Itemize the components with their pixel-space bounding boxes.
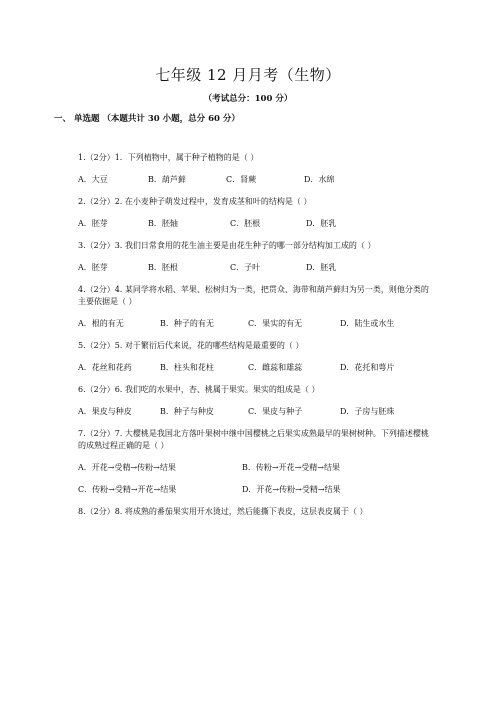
- option-d: D．花托和萼片: [340, 363, 395, 372]
- option-a: A．花丝和花药: [78, 363, 132, 372]
- section-heading: 一、 单选题 （本题共计 30 小题，总分 60 分）: [54, 114, 240, 124]
- option-a: A．胚芽: [78, 219, 108, 228]
- option-c: C．传粉→受精→开花→结果: [78, 485, 177, 494]
- question-stem: 5.（2分）5. 对于繁衍后代来说，花的哪些结构是最重要的（ ）: [78, 341, 304, 350]
- option-c: C．肾蕨: [226, 175, 257, 184]
- option-c: C．胚根: [230, 219, 261, 228]
- option-d: D．子房与胚珠: [340, 407, 395, 416]
- question-stem: 6.（2分）6. 我们吃的水果中，杏、桃属于果实。果实的组成是（ ）: [78, 385, 320, 394]
- option-b: B．葫芦藓: [148, 175, 186, 184]
- option-b: B．种子的有无: [160, 319, 214, 328]
- option-d: D．胚乳: [306, 219, 337, 228]
- question-stem: 1.（2分）1．下列植物中，属于种子植物的是（ ）: [78, 153, 259, 162]
- option-row: [78, 362, 430, 374]
- option-d: D．胚乳: [306, 263, 337, 272]
- question-stem: 2.（2分）2. 在小麦种子萌发过程中，发育成茎和叶的结构是（ ）: [78, 197, 312, 206]
- option-a: A．开花→受精→传粉→结果: [78, 463, 176, 472]
- question-stem: 8.（2分）8. 将成熟的番茄果实用开水烫过，然后能撕下表皮，这层表皮属于（ ）: [78, 507, 368, 516]
- option-b: B．胚根: [148, 263, 178, 272]
- option-c: C．果皮与种子: [248, 407, 303, 416]
- option-b: B．柱头和花柱: [160, 363, 214, 372]
- option-c: C．雌蕊和雄蕊: [248, 363, 303, 372]
- question-item: [78, 428, 430, 496]
- option-row: [78, 218, 430, 230]
- question-item: [78, 196, 430, 230]
- option-row: [78, 484, 430, 496]
- option-d: D．开花→传粉→受精→结果: [242, 485, 341, 494]
- option-a: A．果皮与种皮: [78, 407, 132, 416]
- option-a: A．胚芽: [78, 263, 108, 272]
- option-c: C．果实的有无: [248, 319, 303, 328]
- exam-subtitle: （考试总分：100 分）: [203, 94, 293, 104]
- question-item: [78, 152, 430, 186]
- option-d: D．陆生或水生: [340, 319, 395, 328]
- question-item: [78, 240, 430, 274]
- question-item: [78, 284, 430, 330]
- option-row: [78, 462, 430, 474]
- question-item: [78, 384, 430, 418]
- question-list: [78, 152, 430, 528]
- option-c: C．子叶: [230, 263, 261, 272]
- option-row: [78, 174, 430, 186]
- option-row: [78, 406, 430, 418]
- option-d: D．水绵: [304, 175, 335, 184]
- option-b: B．胚轴: [148, 219, 178, 228]
- option-a: A．根的有无: [78, 319, 124, 328]
- question-item: [78, 340, 430, 374]
- option-b: B．传粉→开花→受精→结果: [242, 463, 340, 472]
- option-a: A．大豆: [78, 175, 108, 184]
- exam-title: 七年级 12 月月考（生物）: [155, 66, 341, 84]
- question-stem: 4.（2分）4. 某同学将水稻、苹果、松树归为一类，把贯众、海带和葫芦藓归为另一类，则他分类的主要依据是（ ）: [78, 285, 429, 306]
- option-b: B．种子与种皮: [160, 407, 214, 416]
- option-row: [78, 318, 430, 330]
- question-item: [78, 506, 430, 518]
- option-row: [78, 262, 430, 274]
- question-stem: 3.（2分）3. 我们日常食用的花生油主要是由花生种子的哪一部分结构加工成的（ ）: [78, 241, 376, 250]
- question-stem: 7.（2分）7. 大樱桃是我国北方落叶果树中继中国樱桃之后果实成熟最早的果树树种。下列描述樱桃的成熟过程正确的是（ ）: [78, 429, 429, 450]
